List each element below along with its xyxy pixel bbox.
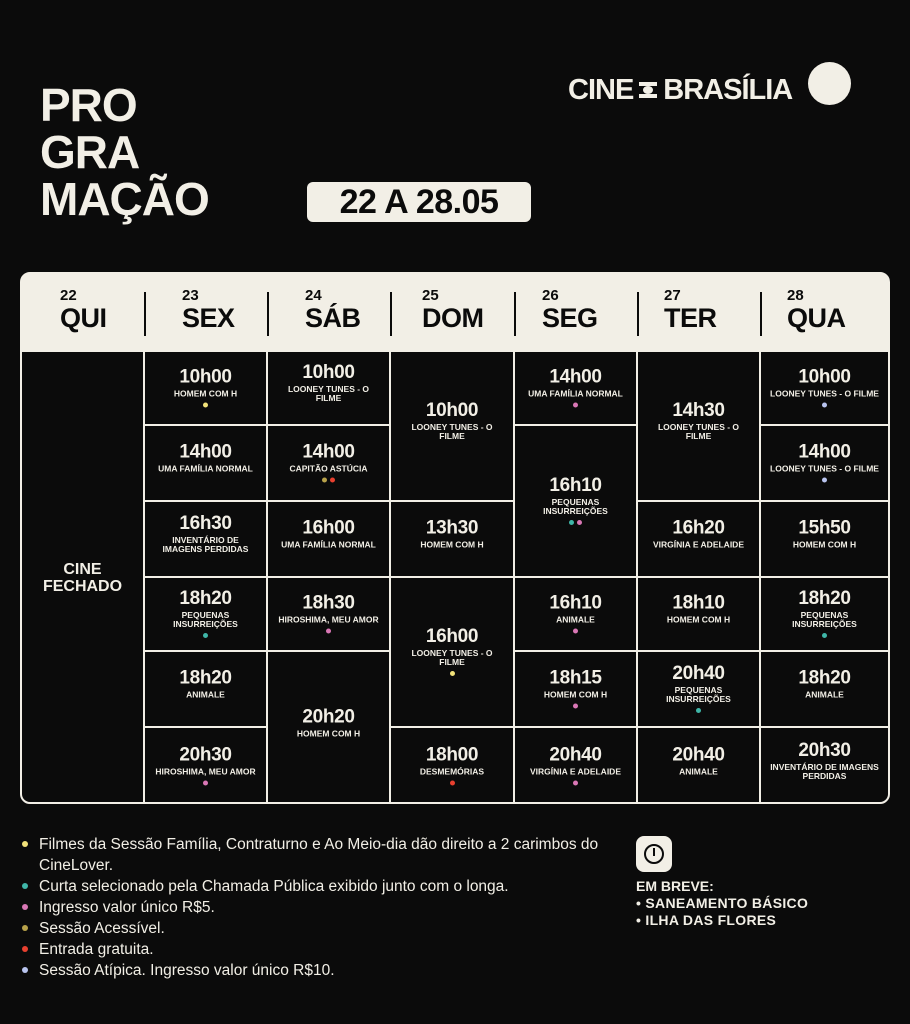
session-cell (145, 652, 266, 726)
date-range-badge: 22 A 28.05 (307, 182, 531, 222)
session-markers (145, 558, 266, 564)
session-film: HOMEM COM H (543, 689, 608, 700)
session-markers (761, 633, 888, 639)
olive-marker-dot (322, 478, 327, 483)
session-time: 16h30 (179, 513, 232, 534)
day-name: DOM (422, 303, 484, 333)
session-film: LOONEY TUNES - O FILME (657, 422, 740, 441)
session-cell (268, 352, 389, 424)
session-cell (391, 352, 513, 500)
session-time: 20h40 (549, 744, 602, 766)
session-time: 14h00 (302, 441, 355, 463)
session-markers (515, 403, 636, 409)
session-film: HIROSHIMA, MEU AMOR (155, 766, 256, 777)
pink-marker-dot (573, 704, 578, 709)
session-time: 16h20 (672, 517, 725, 539)
session-cell (145, 352, 266, 424)
session-cell (761, 652, 888, 726)
session-cell (145, 728, 266, 804)
session-time: 16h10 (549, 475, 602, 496)
session-markers (638, 445, 759, 451)
legend-item (22, 960, 622, 981)
session-markers (515, 781, 636, 787)
day-header-ter (664, 288, 717, 332)
session-film: ANIMALE (679, 766, 718, 777)
logo-mark-icon (639, 79, 657, 101)
session-film: ANIMALE (186, 689, 225, 700)
session-time: 16h00 (425, 626, 479, 647)
session-time: 15h50 (798, 517, 851, 539)
lavender-marker-dot (822, 478, 827, 483)
day-header-sab (305, 288, 361, 332)
session-cell (638, 652, 759, 726)
legend-item (22, 876, 622, 897)
session-markers (268, 554, 389, 560)
legend-dot (22, 946, 28, 952)
session-film: PEQUENAS INSURREIÇÕES (543, 497, 608, 516)
session-time: 16h10 (549, 592, 602, 614)
session-film: UMA FAMÍLIA NORMAL (528, 388, 623, 399)
session-film: ANIMALE (556, 614, 595, 625)
session-time: 14h30 (672, 400, 725, 421)
session-time: 18h15 (549, 667, 602, 689)
session-cell (268, 426, 389, 500)
legend-text: Sessão Atípica. Ingresso valor único R$10. (39, 962, 335, 979)
red-marker-dot (450, 781, 455, 786)
session-time: 14h00 (179, 441, 232, 463)
teal-marker-dot (203, 633, 208, 638)
legend-item (22, 897, 622, 918)
header-divider (514, 292, 516, 336)
pink-marker-dot (573, 629, 578, 634)
yellow-marker-dot (450, 671, 455, 676)
logo-text-left: CINE (568, 73, 634, 106)
session-markers (515, 520, 636, 526)
legend-dot (22, 904, 28, 910)
session-cell (391, 728, 513, 804)
session-film: HIROSHIMA, MEU AMOR (278, 614, 379, 625)
session-film: INVENTÁRIO DE IMAGENS PERDIDAS (770, 762, 879, 781)
closed-label: CINE FECHADO (42, 561, 123, 595)
session-cell (761, 352, 888, 424)
pink-marker-dot (573, 403, 578, 408)
session-cell (145, 578, 266, 650)
session-cell (515, 426, 636, 576)
session-time: 20h40 (672, 744, 725, 766)
legend-dot (22, 841, 28, 847)
session-film: LOONEY TUNES - O FILME (411, 422, 493, 441)
title-line-1: PRO (40, 79, 137, 131)
session-cell (268, 652, 389, 804)
session-time: 18h20 (179, 667, 232, 689)
session-markers (268, 407, 389, 413)
session-cell (761, 728, 888, 804)
day-name: QUI (60, 303, 107, 333)
title-line-2: GRA (40, 126, 140, 178)
session-cell (391, 502, 513, 576)
legend-item (22, 834, 622, 876)
session-markers (391, 445, 513, 451)
session-cell (638, 728, 759, 804)
session-film: PEQUENAS INSURREIÇÕES (666, 685, 731, 704)
day-name: SEG (542, 303, 598, 333)
day-number: 22 (60, 287, 77, 304)
pink-marker-dot (573, 781, 578, 786)
session-time: 10h00 (798, 366, 851, 388)
session-film: LOONEY TUNES - O FILME (287, 384, 370, 403)
session-markers (515, 629, 636, 635)
session-time: 20h30 (179, 744, 232, 766)
coming-soon-item: • SANEAMENTO BÁSICO (636, 895, 809, 911)
session-film: LOONEY TUNES - O FILME (770, 463, 879, 474)
session-markers (391, 781, 513, 787)
session-markers (638, 708, 759, 714)
session-film: CAPITÃO ASTÚCIA (289, 463, 368, 474)
session-markers (145, 403, 266, 409)
session-markers (268, 629, 389, 635)
clock-icon (636, 836, 672, 872)
pink-marker-dot (577, 520, 582, 525)
session-time: 10h00 (179, 366, 232, 388)
session-markers (145, 478, 266, 484)
session-time: 18h20 (798, 588, 851, 609)
session-film: LOONEY TUNES - O FILME (770, 388, 879, 399)
session-cell (268, 578, 389, 650)
session-time: 10h00 (302, 362, 355, 383)
day-number: 27 (664, 287, 681, 304)
schedule-table (20, 272, 890, 804)
session-cell (761, 426, 888, 500)
day-number: 28 (787, 287, 804, 304)
session-markers (638, 554, 759, 560)
red-marker-dot (330, 478, 335, 483)
yellow-marker-dot (203, 403, 208, 408)
cine-brasilia-logo (568, 74, 792, 106)
session-markers (761, 704, 888, 710)
session-markers (145, 633, 266, 639)
session-time: 18h30 (302, 592, 355, 614)
session-film: ANIMALE (805, 689, 844, 700)
header-divider (760, 292, 762, 336)
header-divider (637, 292, 639, 336)
session-time: 16h00 (302, 517, 355, 539)
day-name: SÁB (305, 303, 361, 333)
session-cell (761, 578, 888, 650)
session-markers (761, 403, 888, 409)
session-cell (515, 728, 636, 804)
page-title (40, 79, 209, 225)
legend (22, 834, 622, 981)
day-name: TER (664, 303, 717, 333)
session-cell (638, 352, 759, 500)
session-markers (145, 704, 266, 710)
session-markers (391, 554, 513, 560)
day-header-qua (787, 288, 846, 332)
session-cell (515, 578, 636, 650)
session-time: 14h00 (549, 366, 602, 388)
session-time: 20h30 (798, 740, 851, 761)
session-time: 18h10 (672, 592, 725, 614)
pink-marker-dot (203, 781, 208, 786)
session-cell (145, 502, 266, 576)
session-film: UMA FAMÍLIA NORMAL (281, 539, 376, 550)
legend-text: Filmes da Sessão Família, Contraturno e Ao Meio-dia dão direito a 2 carimbos do CineLover. (39, 836, 599, 874)
closed-cell (22, 352, 143, 804)
day-header-qui (60, 288, 107, 332)
session-cell (145, 426, 266, 500)
session-film: HOMEM COM H (420, 539, 484, 550)
session-time: 18h20 (179, 588, 232, 609)
session-time: 14h00 (798, 441, 851, 463)
legend-item (22, 939, 622, 960)
session-time: 20h40 (672, 663, 725, 684)
legend-text: Curta selecionado pela Chamada Pública exibido junto com o longa. (39, 878, 509, 895)
header-divider (144, 292, 146, 336)
session-cell (761, 502, 888, 576)
coming-soon (636, 836, 836, 929)
session-markers (761, 554, 888, 560)
title-line-3: MAÇÃO (40, 173, 209, 225)
day-number: 23 (182, 287, 199, 304)
session-film: HOMEM COM H (666, 614, 731, 625)
header-divider (390, 292, 392, 336)
session-film: VIRGÍNIA E ADELAIDE (653, 539, 744, 550)
coming-soon-heading: EM BREVE: (636, 878, 714, 894)
session-film: PEQUENAS INSURREIÇÕES (173, 610, 238, 629)
session-markers (268, 478, 389, 484)
session-film: HOMEM COM H (173, 388, 238, 399)
day-header-sex (182, 288, 235, 332)
session-cell (268, 502, 389, 576)
day-header-dom (422, 288, 484, 332)
legend-dot (22, 883, 28, 889)
day-name: SEX (182, 303, 235, 333)
session-markers (145, 781, 266, 787)
session-markers (515, 704, 636, 710)
session-time: 13h30 (425, 517, 479, 539)
session-markers (638, 629, 759, 635)
coming-soon-item: • ILHA DAS FLORES (636, 912, 777, 928)
session-cell (391, 578, 513, 726)
session-film: PEQUENAS INSURREIÇÕES (792, 610, 857, 629)
session-cell (638, 502, 759, 576)
session-markers (638, 781, 759, 787)
schedule-header (22, 274, 888, 350)
session-film: LOONEY TUNES - O FILME (411, 648, 493, 667)
day-number: 25 (422, 287, 439, 304)
session-markers (761, 478, 888, 484)
day-number: 24 (305, 287, 322, 304)
session-cell (515, 352, 636, 424)
teal-marker-dot (696, 708, 701, 713)
session-markers (391, 671, 513, 677)
session-cell (515, 652, 636, 726)
session-film: HOMEM COM H (296, 728, 361, 739)
session-film: DESMEMÓRIAS (419, 766, 485, 777)
pink-marker-dot (326, 629, 331, 634)
day-header-seg (542, 288, 598, 332)
legend-dot (22, 967, 28, 973)
day-name: QUA (787, 303, 846, 333)
session-film: VIRGÍNIA E ADELAIDE (530, 766, 621, 777)
lavender-marker-dot (822, 403, 827, 408)
legend-text: Ingresso valor único R$5. (39, 899, 215, 916)
teal-marker-dot (569, 520, 574, 525)
decorative-circle (808, 62, 851, 105)
session-cell (638, 578, 759, 650)
day-number: 26 (542, 287, 559, 304)
logo-text-right: BRASÍLIA (663, 73, 793, 106)
legend-dot (22, 925, 28, 931)
session-markers (268, 743, 389, 749)
session-time: 18h20 (798, 667, 851, 689)
legend-text: Entrada gratuita. (39, 941, 154, 958)
teal-marker-dot (822, 633, 827, 638)
session-film: UMA FAMÍLIA NORMAL (158, 463, 253, 474)
session-film: HOMEM COM H (792, 539, 857, 550)
session-markers (761, 785, 888, 791)
session-film: INVENTÁRIO DE IMAGENS PERDIDAS (162, 535, 249, 554)
session-time: 18h00 (425, 744, 479, 766)
legend-text: Sessão Acessível. (39, 920, 165, 937)
header-divider (267, 292, 269, 336)
session-time: 10h00 (425, 400, 479, 421)
session-time: 20h20 (302, 706, 355, 728)
legend-item (22, 918, 622, 939)
